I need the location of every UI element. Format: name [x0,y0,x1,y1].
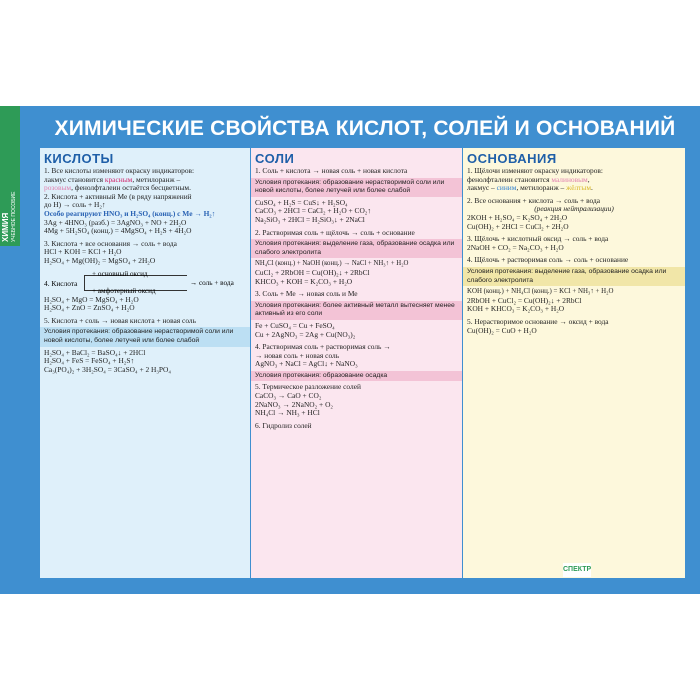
acids-line: лакмус становится красным, метилоранж – [44,174,181,184]
bases-line: KOH + KHCO₃ = K₂CO₃ + H₂O [467,304,565,314]
salts-line: 2NaNO₃ → 2NaNO₂ + O₂ [255,399,333,409]
bases-line: 4. Щёлочь + растворимая соль → соль + основание [467,255,629,265]
acids-heading: КИСЛОТЫ [44,151,114,166]
salts-line: Fe + CuSO₄ = Cu + FeSO₄ [255,320,335,330]
side-subtitle: УЧЕБНОЕ ПОСОБИЕ [11,191,17,242]
bases-line: 2NaOH + CO₂ = Na₂CO₃ + H₂O [467,242,564,252]
publisher-logo: СПЕКТР [563,563,591,577]
acids-line: Ca₃(PO₄)₂ + 3H₂SO₄ = 3CaSO₄ + 2 H₃PO₄ [44,364,171,374]
bases-line: фенолфталеин становится малиновым, [467,174,590,184]
salts-line: 4. Растворимая соль + растворимая соль → [255,342,391,352]
salts-line: 3. Соль + Ме → новая соль и Ме [255,289,358,299]
salts-line: AgNO₃ + NaCl = AgCl↓ + NaNO₃ [255,359,358,369]
condition-box: Условия протекания: выделение газа, образование осадка или слабого электролита [251,239,462,258]
acids-line: H₂SO₄ + Mg(OH)₂ = MgSO₄ + 2H₂O [44,255,156,265]
acids-line: H₂SO₄ + MgO = MgSO₄ + H₂O [44,294,139,304]
bases-line: KOH (конц.) + NH₄Cl (конц.) = KCl + NH₃↑ + H₂O [467,288,614,296]
poster [0,106,700,594]
acids-line: HCl + KOH = KCl + H₂O [44,247,122,257]
bases-line: 2. Все основания + кислота → соль + вода [467,195,601,205]
bases-heading: ОСНОВАНИЯ [467,151,557,166]
condition-box: Условия протекания: выделение газа, образование осадка или слабого электролита [463,267,685,286]
acids-line: H₂SO₄ + FeS = FeSO₄ + H₂S↑ [44,356,135,366]
condition-box: Условия протекания: образование нерастворимой соли или новой кислоты, более летучей или более слабой [40,327,250,346]
salts-line: KHCO₃ + KOH = K₂CO₃ + H₂O [255,276,353,286]
bases-line: 2RbOH + CuCl₂ = Cu(OH)₂↓ + 2RbCl [467,295,582,305]
condition-box: Условия протекания: образование нерастворимой соли или новой кислоты, более летучей или более слабой [251,178,462,197]
salts-line: CaCO₃ → CaO + CO₂ [255,391,322,401]
salts-line: 2. Растворимая соль + щёлочь → соль + основание [255,227,415,237]
bases-line: Cu(OH)₂ = CuO + H₂O [467,325,537,335]
salts-line: CuCl₂ + 2RbOH = Cu(OH)₂↓ + 2RbCl [255,267,370,277]
bases-line: Cu(OH)₂ + 2HCl = CuCl₂ + 2H₂O [467,221,569,231]
salts-line: Cu + 2AgNO₃ = 2Ag + Cu(NO₃)₂ [255,329,356,339]
salts-line: NH₄Cl (конц.) + NaOH (конц.) → NaCl + NH₃↑ + H₂O [255,260,409,268]
crimson-word: малиновым [551,174,588,184]
red-word: красным [104,174,133,184]
pink-word: розовым [44,183,72,193]
acids-line: H₂SO₄ + BaCl₂ = BaSO₄↓ + 2HCl [44,347,146,357]
acids-line: 3. Кислота + все основания → соль + вода [44,238,177,248]
bases-line: 3. Щёлочь + кислотный оксид → соль + вода [467,234,609,244]
bases-line: 5. Нерастворимое основание → оксид + вода [467,316,609,326]
salts-line: NH₄Cl → NH₃ + HCl [255,408,320,418]
page-title: ХИМИЧЕСКИЕ СВОЙСТВА КИСЛОТ, СОЛЕЙ И ОСНОВАНИЙ [54,117,676,140]
salts-line: 5. Термическое разложение солей [255,382,361,392]
salts-heading: СОЛИ [255,151,295,166]
bases-column [463,148,685,578]
salts-line: CuSO₄ + H₂S = CuS↓ + H₂SO₄ [255,197,348,207]
acids-line: 2. Кислота + активный Ме (в ряду напряжений [44,191,192,201]
acids-line: до Н) → соль + Н₂↑ [44,200,106,210]
acids-line: 4Mg + 5H₂SO₄ (конц.) = 4MgSO₄ + H₂S + 4H₂O [44,226,192,236]
bases-line: 1. Щёлочи изменяют окраску индикаторов: [467,166,603,175]
side-label [0,106,20,246]
side-subject: ХИМИЯ [1,212,10,242]
salts-line: Na₂SiO₃ + 2HCl = H₂SiO₃↓ + 2NaCl [255,214,365,224]
acids-note: Особо реагируют HNO₃ и H₂SO₄ (конц.) с Me → H₂↑ [44,208,216,218]
salts-line: 1. Соль + кислота → новая соль + новая кислота [255,166,408,175]
acids-line: 3Ag + 4HNO₃ (разб.) = 3AgNO₃ + NO + 2H₂O [44,217,187,227]
acids-line: H₂SO₄ + ZnO = ZnSO₄ + H₂O [44,303,135,313]
acids-line: розовым, фенолфталеин остаётся бесцветным. [44,183,191,193]
acids-line: 1. Все кислоты изменяют окраску индикаторов: [44,166,195,175]
yellow-word: жёлтым [566,183,592,193]
acids-branch: 4. Кислота + основный оксид + амфотерный оксид → соль + вода [44,269,234,295]
blue-word: синим [496,183,517,193]
condition-box: Условия протекания: образование осадка [251,371,462,382]
bases-line: лакмус – синим, метилоранж – жёлтым. [467,183,593,193]
salts-column [251,148,462,578]
salts-line: 6. Гидролиз солей [255,420,312,430]
salts-line: → новая соль + новая соль [255,350,340,360]
bases-line: 2KOH + H₂SO₄ = K₂SO₄ + 2H₂O [467,212,568,222]
salts-line: CaCO₃ + 2HCl = CaCl₂ + H₂O + CO₂↑ [255,206,372,216]
condition-box: Условия протекания: более активный металл вытесняет менее активный из его соли [251,301,462,320]
acids-column [40,148,250,578]
acids-line: 5. Кислота + соль → новая кислота + новая соль [44,315,196,325]
bases-note: (реакция нейтрализации) [534,204,614,214]
